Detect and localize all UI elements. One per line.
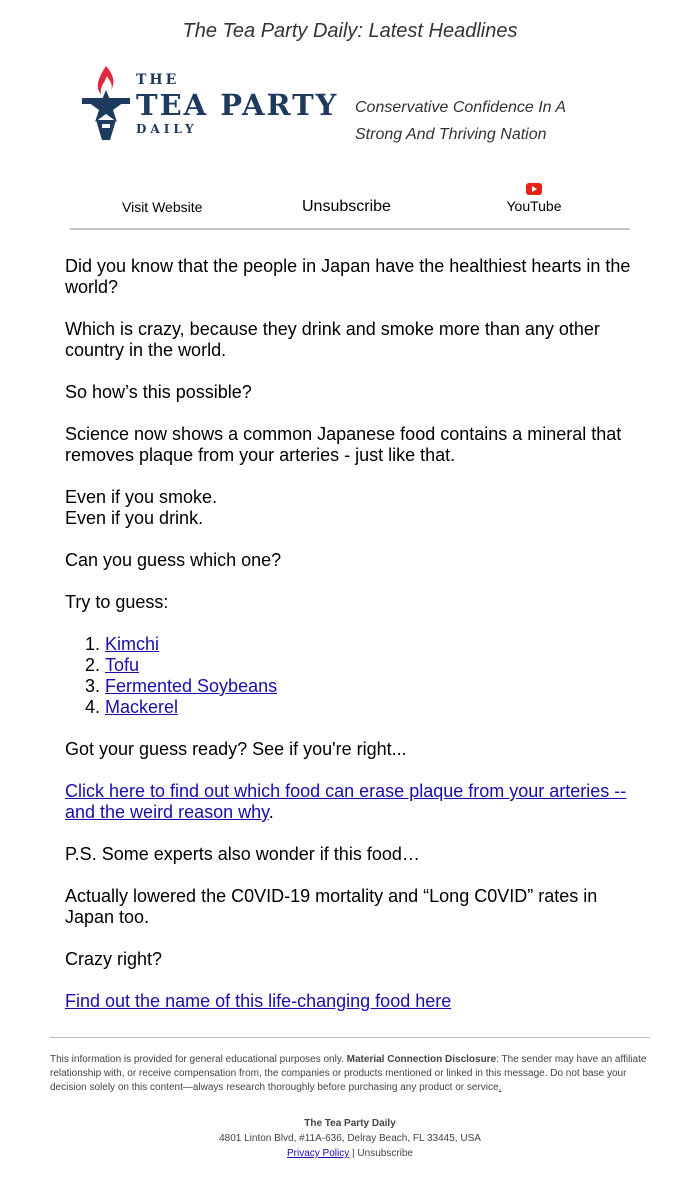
logo-text-daily: DAILY [136,122,198,136]
privacy-policy-link[interactable]: Privacy Policy [287,1148,350,1159]
email-nav-bar [70,180,630,230]
food-options-list [65,634,640,718]
option-link-mackerel[interactable]: Mackerel [105,697,179,717]
paragraph-covid: Actually lowered the C0VID-19 mortality and “Long C0VID” rates in Japan too. [65,886,598,927]
disclaimer [50,1053,650,1095]
logo-text-the: THE [136,72,180,88]
footer-unsubscribe-link[interactable]: Unsubscribe [357,1148,413,1159]
unsubscribe-link[interactable]: Unsubscribe [302,198,391,215]
paragraph-cta [65,781,640,823]
list-item [105,634,640,655]
tagline-line-1: Conservative Confidence In A [355,99,567,116]
even-if-drink: Even if you drink. [65,508,204,528]
disclaimer-text-1: This information is provided for general educational purposes only. [50,1054,347,1065]
disclaimer-text-2: : The sender may have an affiliate relationship with, or receive compensation from, the companies or products mentioned or linked in this message. Do not base your decision solely on this content—always research thoroughly before purchasing any product or service [50,1054,647,1093]
paragraph-even-if [65,487,640,529]
tagline-line-2: Strong And Thriving Nation [355,126,547,143]
cta-period: . [268,802,274,822]
footer [0,1116,700,1161]
option-link-fermented-soybeans[interactable]: Fermented Soybeans [105,676,278,696]
list-item [105,697,640,718]
logo-text-tea-party: TEA PARTY [136,88,339,122]
list-item [105,655,640,676]
disclaimer-end-link[interactable]: . [498,1082,502,1093]
paragraph-final [65,991,640,1012]
footer-company: The Tea Party Daily [304,1118,396,1129]
tea-party-daily-logo[interactable] [80,64,340,144]
tagline [355,94,605,148]
newsletter-title: The Tea Party Daily: Latest Headlines [182,20,518,42]
footer-links [0,1146,700,1161]
visit-website-link[interactable]: Visit Website [122,199,203,215]
even-if-smoke: Even if you smoke. [65,487,218,507]
list-item [105,676,640,697]
email-body [65,256,640,1033]
paragraph-guess-which: Can you guess which one? [65,550,282,570]
option-link-tofu[interactable]: Tofu [105,655,140,675]
option-link-kimchi[interactable]: Kimchi [105,634,160,654]
paragraph-science: Science now shows a common Japanese food contains a mineral that removes plaque from your arteries - just like that. [65,424,622,465]
paragraph-how-possible: So how’s this possible? [65,382,252,402]
paragraph-drink-smoke: Which is crazy, because they drink and smoke more than any other country in the world. [65,319,600,360]
youtube-label: YouTube [506,198,562,214]
youtube-link[interactable] [490,183,578,214]
footer-separator: | [349,1148,358,1159]
cta-link-erase-plaque[interactable]: Click here to find out which food can erase plaque from your arteries -- and the weird reason why [65,781,627,822]
youtube-icon [526,183,542,195]
paragraph-ps: P.S. Some experts also wonder if this food… [65,844,420,864]
final-link-food-name[interactable]: Find out the name of this life-changing food here [65,991,452,1011]
paragraph-try-guess: Try to guess: [65,592,169,612]
paragraph-crazy: Crazy right? [65,949,163,969]
torch-star-icon [80,64,132,144]
paragraph-japan-hearts: Did you know that the people in Japan have the healthiest hearts in the world? [65,256,631,297]
disclaimer-bold: Material Connection Disclosure [346,1054,497,1065]
paragraph-guess-ready: Got your guess ready? See if you're right... [65,739,407,759]
footer-address: 4801 Linton Blvd, #11A-636, Delray Beach, FL 33445, USA [219,1133,481,1144]
footer-divider [50,1037,650,1038]
